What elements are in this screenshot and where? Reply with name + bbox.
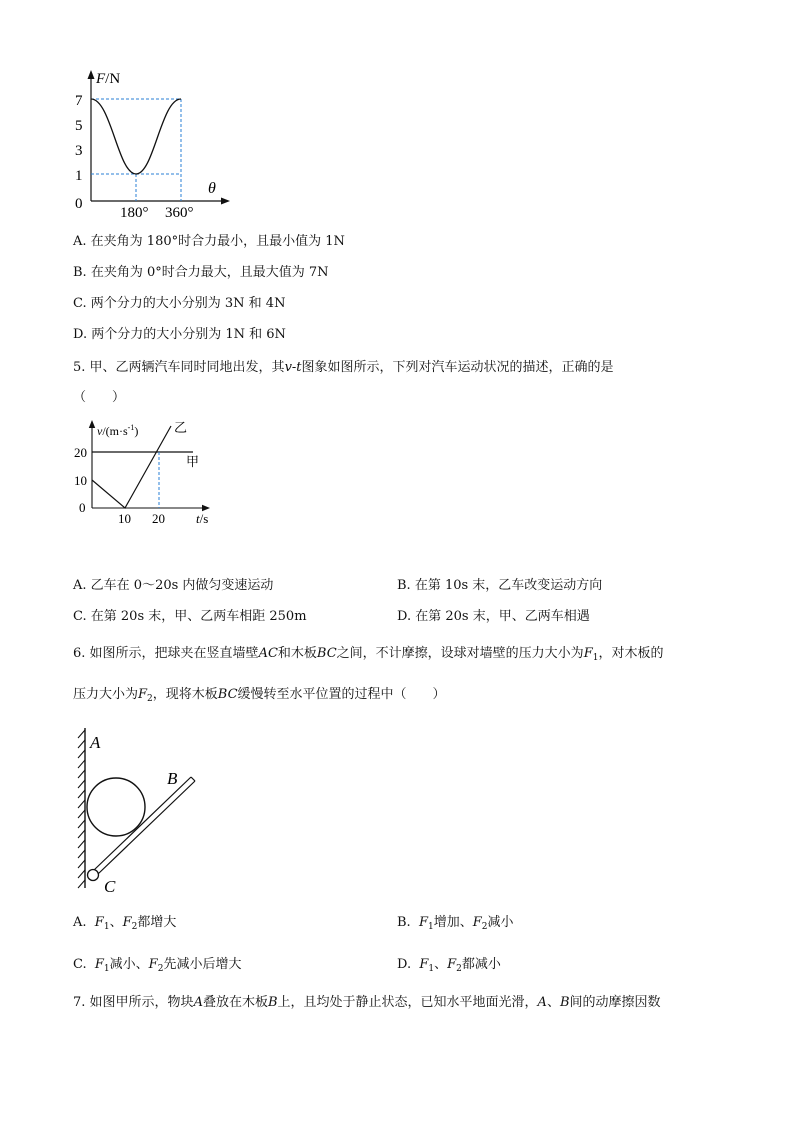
q5-option-c[interactable]: C. 在第 20s 末，甲、乙两车相距 250m bbox=[73, 609, 307, 624]
board-end-cap bbox=[191, 777, 195, 781]
vt-x-axis-label: t/s bbox=[196, 511, 209, 526]
label-b: B bbox=[167, 769, 178, 788]
vt-x-tick-10: 10 bbox=[118, 511, 131, 526]
vt-y-tick-10: 10 bbox=[74, 473, 87, 488]
q5-stem: 5. 甲、乙两辆汽车同时同地出发，其v-t图象如图所示，下列对汽车运动状况的描述，正确的是 bbox=[73, 360, 614, 375]
q6-option-b[interactable]: B. $F_1$增加、$F_2$减小 bbox=[397, 915, 514, 932]
series-yi-label: 乙 bbox=[174, 420, 188, 435]
force-curve bbox=[91, 99, 181, 174]
y-tick-5: 5 bbox=[75, 118, 83, 134]
y-tick-0: 0 bbox=[75, 196, 83, 212]
ball bbox=[87, 778, 145, 836]
q6-option-c[interactable]: C. $F_1$减小、$F_2$先减小后增大 bbox=[73, 957, 242, 974]
wall-hatching bbox=[78, 730, 85, 888]
q6-option-d[interactable]: D. $F_1$、$F_2$都减小 bbox=[397, 957, 501, 974]
vt-graph bbox=[70, 416, 220, 528]
q6-stem-line1: 6. 如图所示，把球夹在竖直墙壁AC和木板BC之间，不计摩擦，设球对墙壁的压力大小为$F_1$，对木板的 bbox=[73, 646, 664, 663]
label-a: A bbox=[90, 733, 101, 752]
label-c: C bbox=[104, 877, 116, 896]
q4-option-a[interactable]: A. 在夹角为 180°时合力最小，且最小值为 1N bbox=[73, 234, 345, 249]
q5-answer-paren: （ ） bbox=[73, 390, 126, 405]
vt-y-tick-20: 20 bbox=[74, 445, 87, 460]
q5-option-b[interactable]: B. 在第 10s 末，乙车改变运动方向 bbox=[397, 578, 603, 593]
q5-option-d[interactable]: D. 在第 20s 末，甲、乙两车相遇 bbox=[397, 609, 590, 624]
q4-option-b[interactable]: B. 在夹角为 0°时合力最大，且最大值为 7N bbox=[73, 265, 329, 280]
x-tick-360: 360° bbox=[165, 205, 194, 218]
y-tick-1: 1 bbox=[75, 168, 83, 184]
ball-wall-board-figure bbox=[68, 722, 208, 897]
force-angle-graph bbox=[66, 66, 236, 218]
q4-option-c[interactable]: C. 两个分力的大小分别为 3N 和 4N bbox=[73, 296, 286, 311]
series-jia-label: 甲 bbox=[186, 454, 200, 469]
q7-stem: 7. 如图甲所示，物块A叠放在木板B上，且均处于静止状态，已知水平地面光滑，A、B间的动摩擦因数 bbox=[73, 995, 661, 1010]
x-axis-label: θ bbox=[208, 180, 216, 197]
vt-y-axis-label: $v/(m\cdot s^{-1})$ bbox=[97, 423, 139, 438]
vt-x-tick-20: 20 bbox=[152, 511, 165, 526]
vt-y-arrow bbox=[89, 420, 95, 428]
y-tick-7: 7 bbox=[75, 93, 83, 109]
x-axis-arrow bbox=[221, 198, 230, 205]
y-axis-label: F/N bbox=[96, 71, 121, 87]
x-tick-180: 180° bbox=[120, 205, 149, 218]
y-axis-arrow bbox=[88, 70, 95, 79]
q6-stem-line2: 压力大小为$F_2$，现将木板BC缓慢转至水平位置的过程中（ ） bbox=[73, 687, 446, 704]
q4-option-d[interactable]: D. 两个分力的大小分别为 1N 和 6N bbox=[73, 327, 286, 342]
q5-option-a[interactable]: A. 乙车在 0～20s 内做匀变速运动 bbox=[73, 578, 274, 593]
vt-y-tick-0: 0 bbox=[79, 500, 86, 515]
hinge bbox=[88, 870, 99, 881]
q6-option-a[interactable]: A. $F_1$、$F_2$都增大 bbox=[73, 915, 177, 932]
y-tick-3: 3 bbox=[75, 143, 83, 159]
